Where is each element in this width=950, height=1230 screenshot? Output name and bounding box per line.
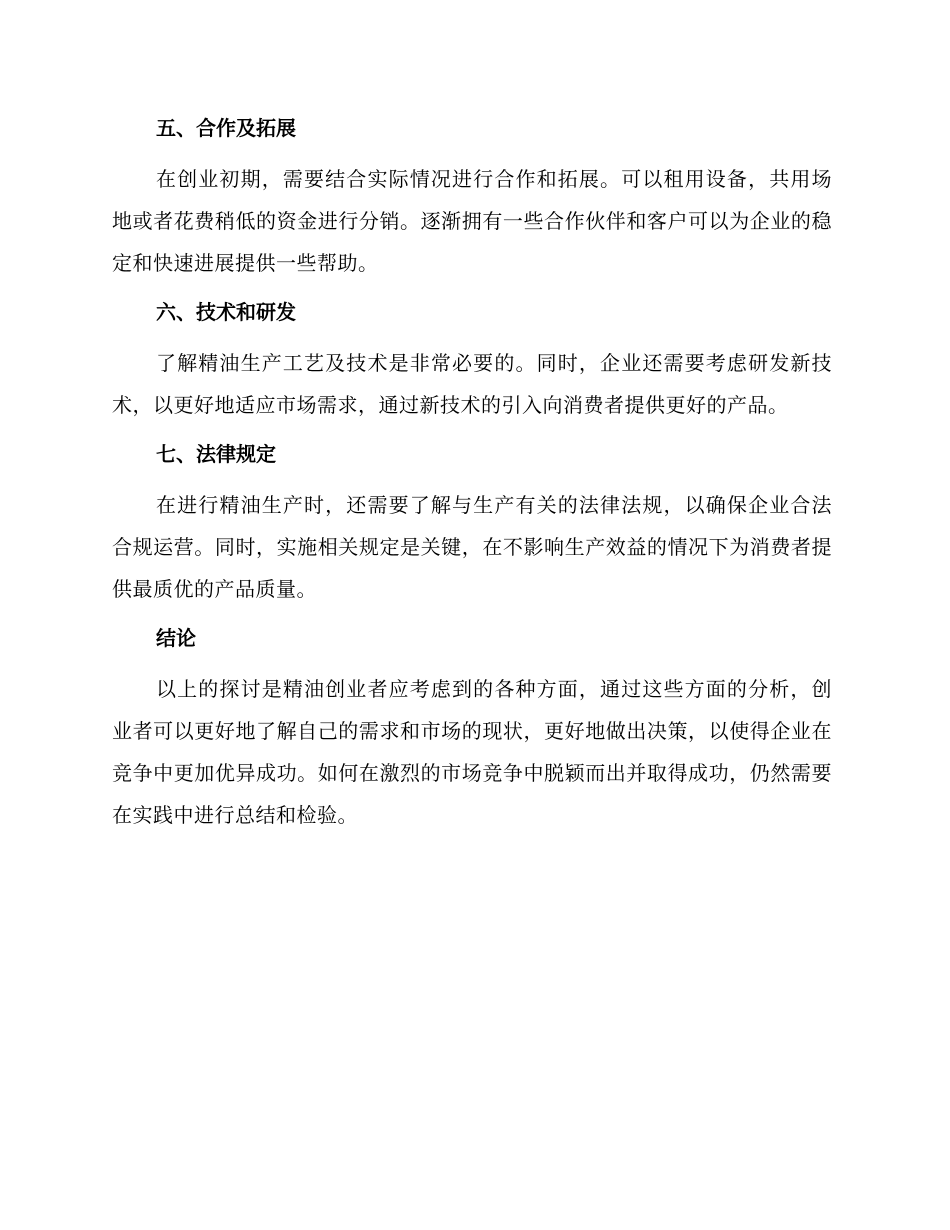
section-paragraph-legal: 在进行精油生产时，还需要了解与生产有关的法律法规，以确保企业合法合规运营。同时，实施相关规定是关键，在不影响生产效益的情况下为消费者提供最质优的产品质量。	[112, 493, 832, 601]
section-paragraph-cooperation: 在创业初期，需要结合实际情况进行合作和拓展。可以租用设备，共用场地或者花费稍低的资金进行分销。逐渐拥有一些合作伙伴和客户可以为企业的稳定和快速进展提供一些帮助。	[112, 167, 832, 275]
section-heading-technology: 六、技术和研发	[156, 300, 296, 324]
section-heading-cooperation: 五、合作及拓展	[156, 116, 296, 140]
section-heading-conclusion: 结论	[156, 626, 196, 650]
section-heading-legal: 七、法律规定	[156, 442, 276, 466]
document-body	[112, 108, 832, 844]
section-paragraph-technology: 了解精油生产工艺及技术是非常必要的。同时，企业还需要考虑研发新技术，以更好地适应市场需求，通过新技术的引入向消费者提供更好的产品。	[112, 351, 832, 417]
section-paragraph-conclusion: 以上的探讨是精油创业者应考虑到的各种方面，通过这些方面的分析，创业者可以更好地了解自己的需求和市场的现状，更好地做出决策，以使得企业在竞争中更加优异成功。如何在激烈的市场竞争中脱颖而出并取得成功，仍然需要在实践中进行总结和检验。	[112, 677, 832, 827]
